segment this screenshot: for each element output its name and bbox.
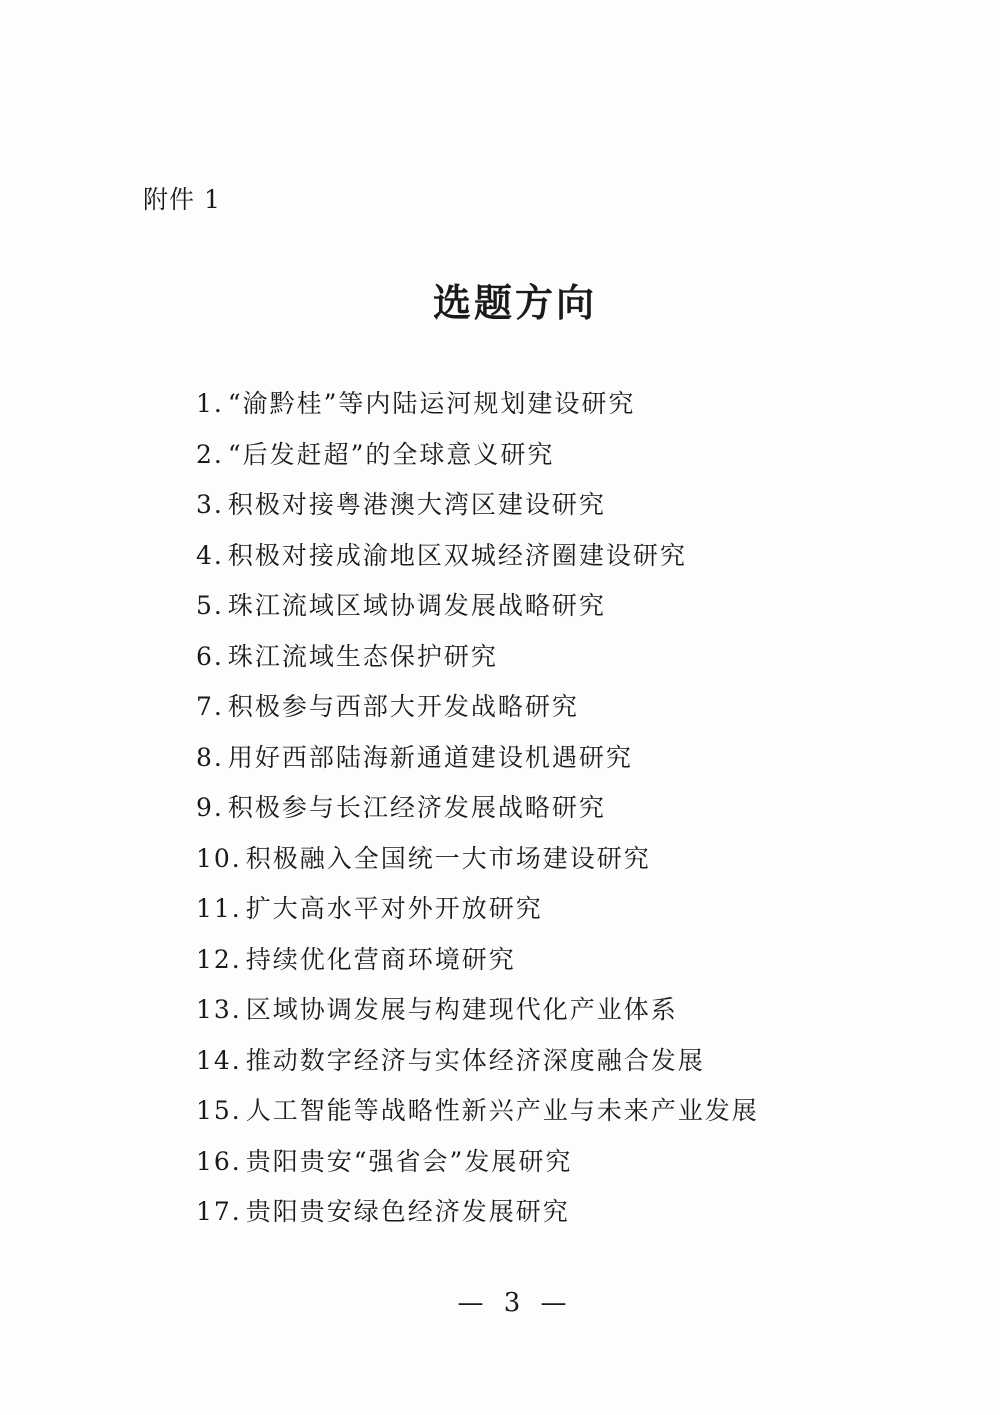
topic-item	[196, 586, 759, 637]
topic-text: “后发赶超”的全球意义研究	[227, 439, 555, 469]
topic-text: 积极参与西部大开发战略研究	[227, 692, 579, 721]
topic-text: 人工智能等战略性新兴产业与未来产业发展	[245, 1096, 759, 1125]
topic-item	[196, 435, 759, 486]
topic-number: 14.	[196, 1045, 242, 1075]
topic-number: 6.	[196, 641, 224, 671]
topic-item	[196, 384, 759, 435]
topic-item	[196, 637, 759, 688]
topic-item	[196, 1041, 759, 1092]
document-title: 选题方向	[432, 280, 597, 325]
topic-number: 13.	[196, 995, 242, 1024]
topic-item	[196, 839, 759, 890]
topic-item	[196, 485, 759, 536]
topic-number: 16.	[196, 1146, 242, 1176]
topic-number: 7.	[196, 692, 224, 721]
topic-number: 10.	[196, 843, 242, 873]
topic-text: 扩大高水平对外开放研究	[245, 894, 543, 923]
topic-text: 持续优化营商环境研究	[245, 944, 516, 974]
topic-item	[196, 1091, 759, 1142]
topic-number: 9.	[196, 793, 224, 822]
topic-text: 区域协调发展与构建现代化产业体系	[245, 995, 678, 1024]
topic-number: 15.	[196, 1096, 242, 1125]
topic-number: 11.	[196, 894, 242, 923]
topic-number: 4.	[196, 540, 224, 570]
topic-item	[196, 1142, 759, 1193]
topic-item	[196, 536, 759, 587]
topic-number: 3.	[196, 490, 224, 519]
topic-text: “渝黔桂”等内陆运河规划建设研究	[227, 389, 636, 418]
topic-number: 8.	[196, 742, 224, 772]
topic-text: 积极对接成渝地区双城经济圈建设研究	[227, 540, 687, 570]
topic-text: 珠江流域生态保护研究	[227, 641, 498, 671]
topic-number: 17.	[196, 1197, 242, 1226]
topic-text: 积极参与长江经济发展战略研究	[227, 793, 606, 822]
topic-text: 贵阳贵安绿色经济发展研究	[245, 1197, 570, 1226]
topic-text: 珠江流域区域协调发展战略研究	[227, 591, 606, 620]
topic-number: 12.	[196, 944, 242, 974]
topic-number: 1.	[196, 389, 224, 418]
topic-number: 5.	[196, 591, 224, 620]
topic-item	[196, 738, 759, 789]
attachment-label: 附件 1	[143, 185, 221, 214]
topic-text: 用好西部陆海新通道建设机遇研究	[227, 742, 633, 772]
topic-text: 推动数字经济与实体经济深度融合发展	[245, 1045, 705, 1075]
topic-text: 积极对接粤港澳大湾区建设研究	[227, 490, 606, 519]
topic-text: 积极融入全国统一大市场建设研究	[245, 843, 651, 873]
topic-item	[196, 889, 759, 940]
topic-item	[196, 940, 759, 991]
topic-number: 2.	[196, 439, 224, 469]
topic-list	[196, 384, 759, 1243]
topic-item	[196, 990, 759, 1041]
topic-item	[196, 687, 759, 738]
page-number: — 3 —	[457, 1288, 573, 1318]
topic-item	[196, 1192, 759, 1243]
topic-text: 贵阳贵安“强省会”发展研究	[245, 1146, 573, 1176]
topic-item	[196, 788, 759, 839]
